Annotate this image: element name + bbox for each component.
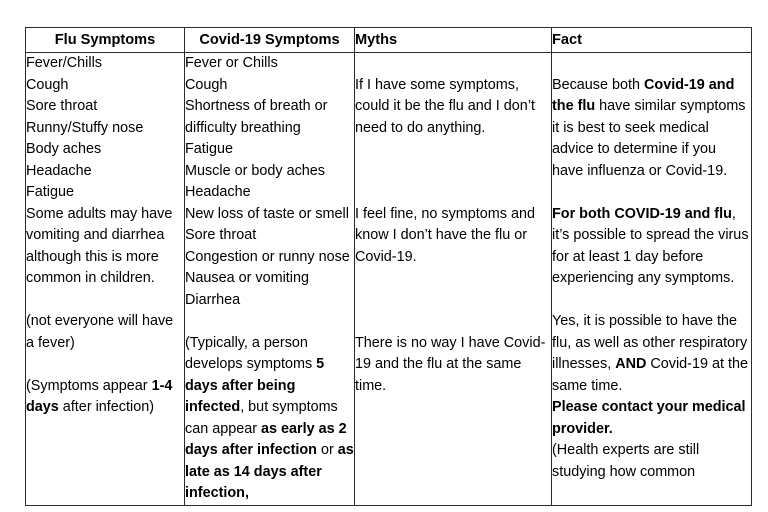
spacer — [355, 290, 551, 312]
flu-note-adults: Some adults may have vomiting and diarrhea although this is more common in children. — [26, 205, 173, 286]
list-item: Fever/Chills — [26, 55, 102, 71]
column-header-covid-symptoms: Covid-19 Symptoms — [185, 28, 355, 53]
list-item: Fatigue — [185, 141, 233, 157]
onset-bold-2: as early as 2 days after infection — [185, 420, 347, 458]
list-item: Headache — [26, 162, 92, 179]
myth-item-1: If I have some symptoms, could it be the flu and I don’t need to do anything. — [355, 76, 536, 136]
fact1-part-2: have similar symptoms it is best to seek medical advice to determine if you have influenza or Covid-19. — [552, 98, 746, 179]
list-item: Shortness of breath or difficulty breathing — [185, 98, 328, 136]
cell-facts — [552, 53, 752, 506]
covid-symptom-list — [185, 53, 354, 311]
flu-note-fever: (not everyone will have a fever) — [26, 313, 174, 351]
flu-symptom-list — [26, 53, 184, 204]
onset-text-pre: (Symptoms appear — [26, 377, 152, 394]
cell-covid-symptoms — [185, 53, 355, 506]
spacer — [355, 311, 551, 333]
spacer — [355, 139, 551, 161]
fact-contact-provider — [552, 397, 751, 440]
spacer — [355, 53, 551, 75]
list-item: Cough — [26, 76, 69, 93]
list-item: Body aches — [26, 141, 102, 157]
fact2-part-2: , it’s possible to spread the virus for at least 1 day before experiencing any symptoms. — [552, 205, 749, 286]
comparison-table — [25, 27, 752, 506]
fact3-bold-contact: Please contact your medical provider. — [552, 399, 746, 437]
list-item: Sore throat — [185, 227, 257, 243]
covid-onset-note — [185, 333, 354, 505]
table-row — [26, 53, 752, 506]
table-header-row — [26, 28, 752, 53]
onset-part-1: (Typically, a person develops symptoms — [185, 334, 317, 372]
onset-part-3: or — [316, 442, 338, 458]
list-item: Cough — [185, 76, 228, 93]
fact1-part-1: Because both — [552, 76, 645, 93]
list-item: Fever or Chills — [185, 55, 278, 71]
fact-item-3 — [552, 311, 751, 397]
fact-health-experts-note: (Health experts are still studying how common — [552, 442, 700, 480]
list-item: Sore throat — [26, 98, 98, 114]
spacer — [552, 290, 751, 312]
spacer — [552, 182, 751, 204]
spacer — [26, 354, 184, 376]
fact3-part-1: Yes, it is possible to have the flu, as well as other respiratory illnesses, — [552, 313, 748, 372]
column-header-myths: Myths — [355, 28, 552, 53]
spacer — [26, 290, 184, 312]
myth-item-2: I feel fine, no symptoms and know I don’t have the flu or Covid-19. — [355, 205, 535, 265]
fact3-part-2: Covid-19 at the same time. — [552, 356, 748, 394]
list-item: Congestion or runny nose — [185, 248, 350, 265]
list-item: Diarrhea — [185, 291, 241, 308]
onset-duration: 1-4 days — [26, 377, 173, 415]
column-header-fact: Fact — [552, 28, 752, 53]
list-item: Runny/Stuffy nose — [26, 119, 144, 136]
spacer — [552, 53, 751, 75]
onset-bold-3: as late as 14 days after infection, — [185, 442, 354, 501]
fact3-bold-and: AND — [615, 356, 647, 372]
table-body — [26, 53, 752, 506]
spacer — [355, 182, 551, 204]
myth-item-3: There is no way I have Covid-19 and the flu at the same time. — [355, 334, 546, 394]
onset-part-2: , but symptoms can appear — [185, 399, 338, 437]
flu-note-onset — [26, 376, 184, 419]
fact2-bold-1: For both COVID-19 and flu — [552, 205, 732, 222]
spacer — [355, 268, 551, 290]
cell-myths — [355, 53, 552, 506]
onset-text-post: after infection) — [58, 399, 154, 415]
onset-bold-1: 5 days after being infected — [185, 356, 325, 415]
list-item: New loss of taste or smell — [185, 205, 349, 222]
list-item: Nausea or vomiting — [185, 270, 309, 286]
list-item: Muscle or body aches — [185, 162, 325, 179]
spacer — [355, 161, 551, 183]
fact1-bold-1: Covid-19 and the flu — [552, 76, 735, 114]
spacer — [185, 311, 354, 333]
list-item: Fatigue — [26, 184, 74, 200]
column-header-flu-symptoms: Flu Symptoms — [26, 28, 185, 53]
fact-item-2 — [552, 204, 751, 290]
fact-item-1 — [552, 75, 751, 183]
cell-flu-symptoms — [26, 53, 185, 506]
list-item: Headache — [185, 184, 251, 200]
